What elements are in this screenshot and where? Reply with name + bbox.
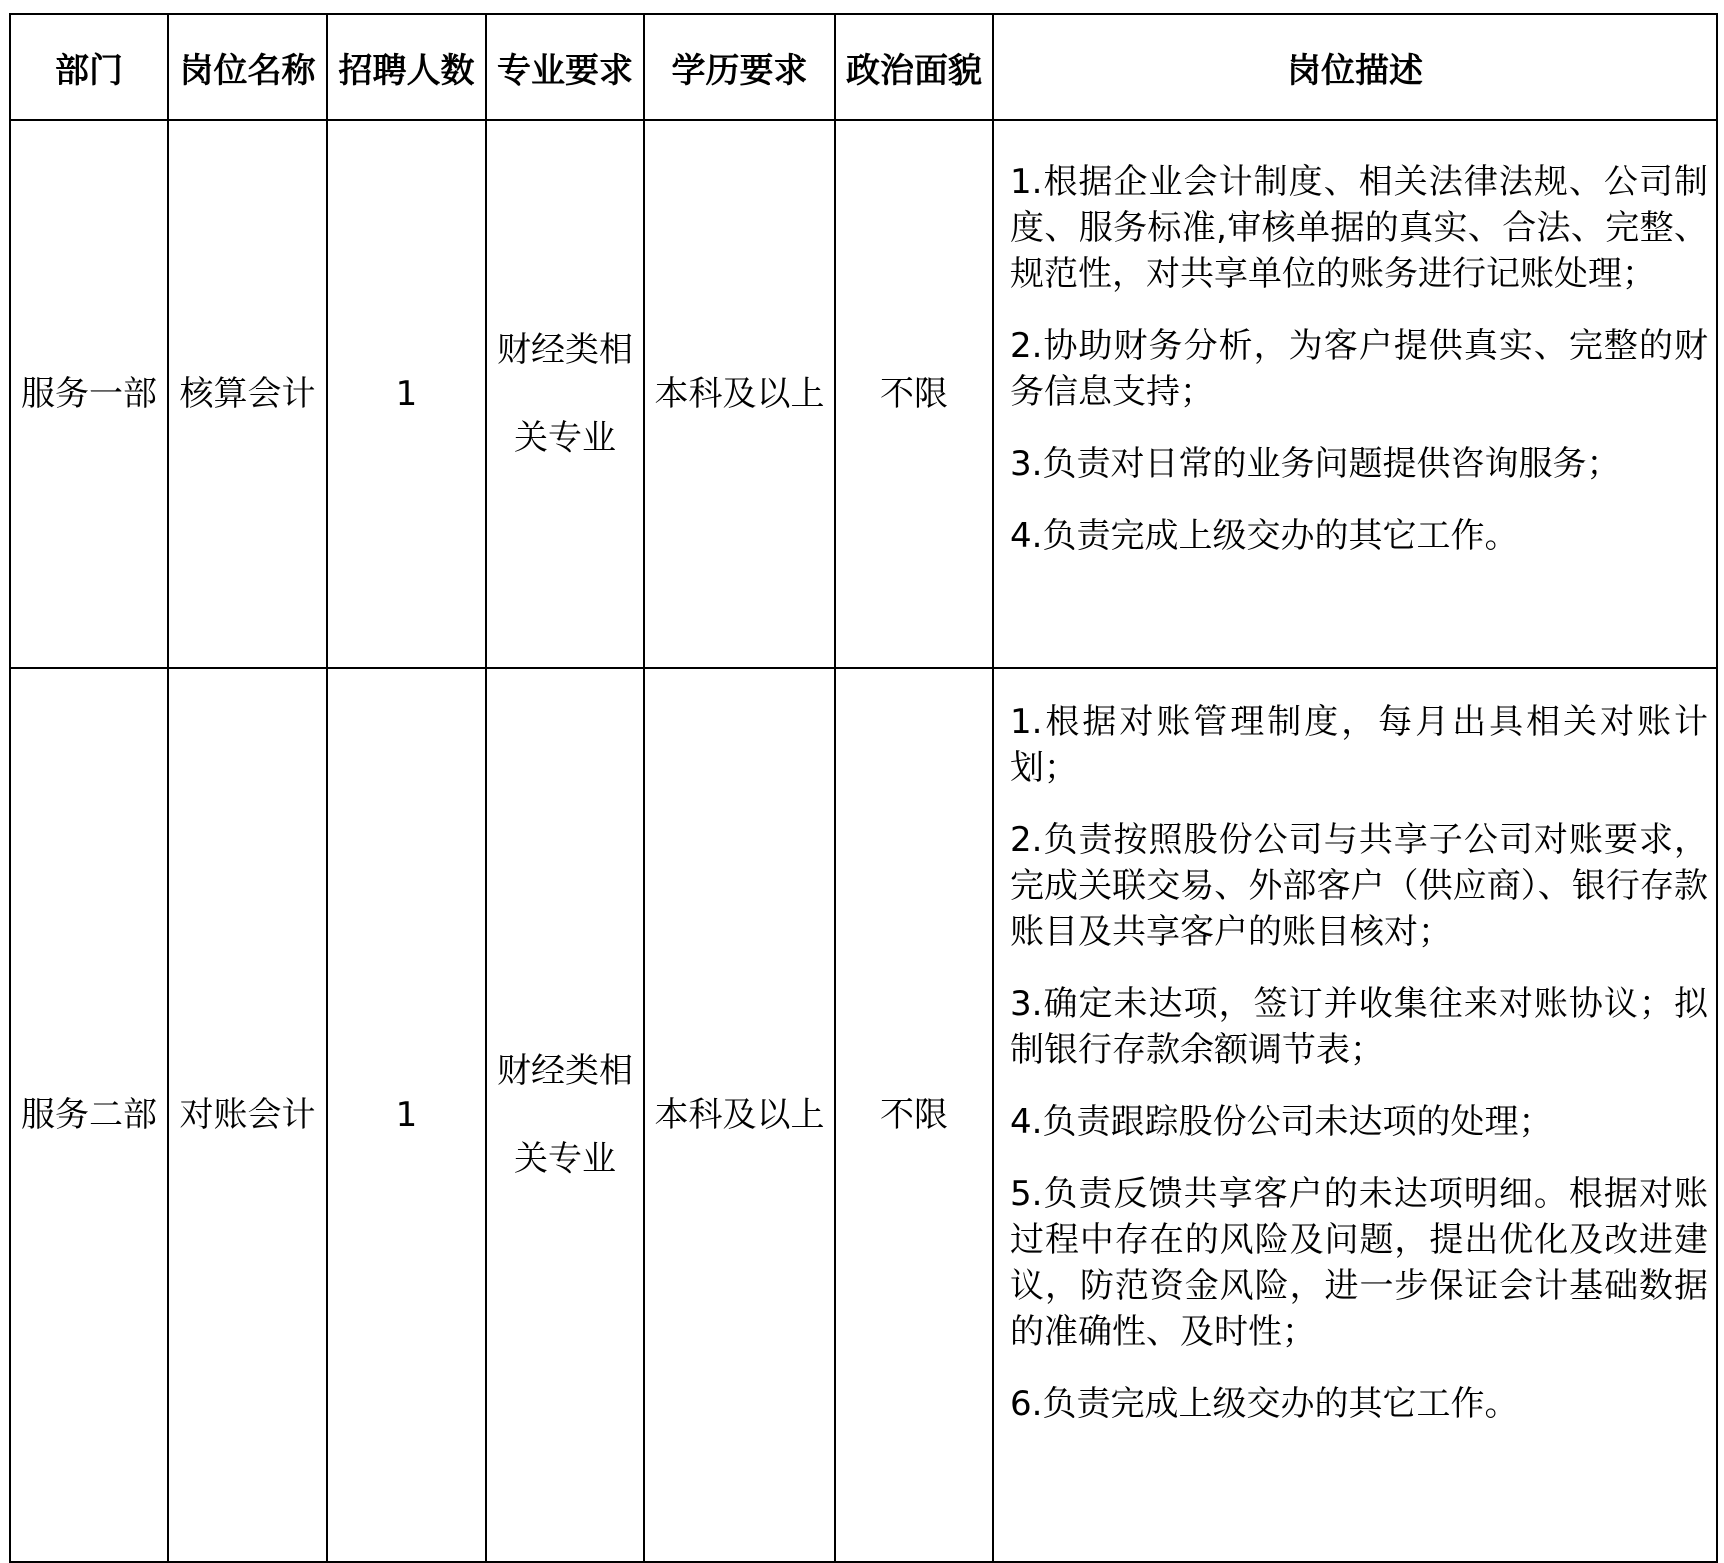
description-item: 1.根据企业会计制度、相关法律法规、公司制度、服务标准,审核单据的真实、合法、完整、规范性，对共享单位的账务进行记账处理； <box>1010 162 1708 294</box>
table-header-row <box>10 14 1717 120</box>
major-line-1: 财经类相 <box>497 1051 633 1091</box>
cell-description <box>993 668 1717 1562</box>
header-major: 专业要求 <box>486 14 644 120</box>
table-row <box>10 120 1717 668</box>
cell-position: 对账会计 <box>168 668 327 1562</box>
cell-description <box>993 120 1717 668</box>
header-education: 学历要求 <box>644 14 835 120</box>
header-position: 岗位名称 <box>168 14 327 120</box>
cell-political: 不限 <box>835 668 993 1562</box>
major-line-2: 关专业 <box>514 1139 616 1179</box>
description-item: 4.负责完成上级交办的其它工作。 <box>1010 516 1519 556</box>
cell-education: 本科及以上 <box>644 120 835 668</box>
cell-major <box>486 120 644 668</box>
major-line-1: 财经类相 <box>497 330 633 370</box>
header-description: 岗位描述 <box>993 14 1717 120</box>
cell-department: 服务一部 <box>10 120 168 668</box>
table-row <box>10 668 1717 1562</box>
description-item: 2.协助财务分析，为客户提供真实、完整的财务信息支持； <box>1010 326 1708 412</box>
header-political: 政治面貌 <box>835 14 993 120</box>
description-item: 3.负责对日常的业务问题提供咨询服务； <box>1010 444 1621 484</box>
description-item: 3.确定未达项，签订并收集往来对账协议；拟制银行存款余额调节表； <box>1010 984 1708 1070</box>
cell-education: 本科及以上 <box>644 668 835 1562</box>
description-item: 5.负责反馈共享客户的未达项明细。根据对账过程中存在的风险及问题，提出优化及改进建议，防范资金风险，进一步保证会计基础数据的准确性、及时性； <box>1010 1174 1708 1352</box>
major-line-2: 关专业 <box>514 418 616 458</box>
cell-count: 1 <box>327 668 486 1562</box>
recruitment-table <box>9 13 1718 1563</box>
description-item: 1.根据对账管理制度，每月出具相关对账计划； <box>1010 702 1708 788</box>
cell-department: 服务二部 <box>10 668 168 1562</box>
description-item: 6.负责完成上级交办的其它工作。 <box>1010 1384 1519 1424</box>
cell-major <box>486 668 644 1562</box>
description-item: 4.负责跟踪股份公司未达项的处理； <box>1010 1102 1553 1142</box>
cell-position: 核算会计 <box>168 120 327 668</box>
description-item: 2.负责按照股份公司与共享子公司对账要求，完成关联交易、外部客户（供应商）、银行存款账目及共享客户的账目核对； <box>1010 820 1708 952</box>
cell-count: 1 <box>327 120 486 668</box>
header-department: 部门 <box>10 14 168 120</box>
cell-political: 不限 <box>835 120 993 668</box>
header-count: 招聘人数 <box>327 14 486 120</box>
